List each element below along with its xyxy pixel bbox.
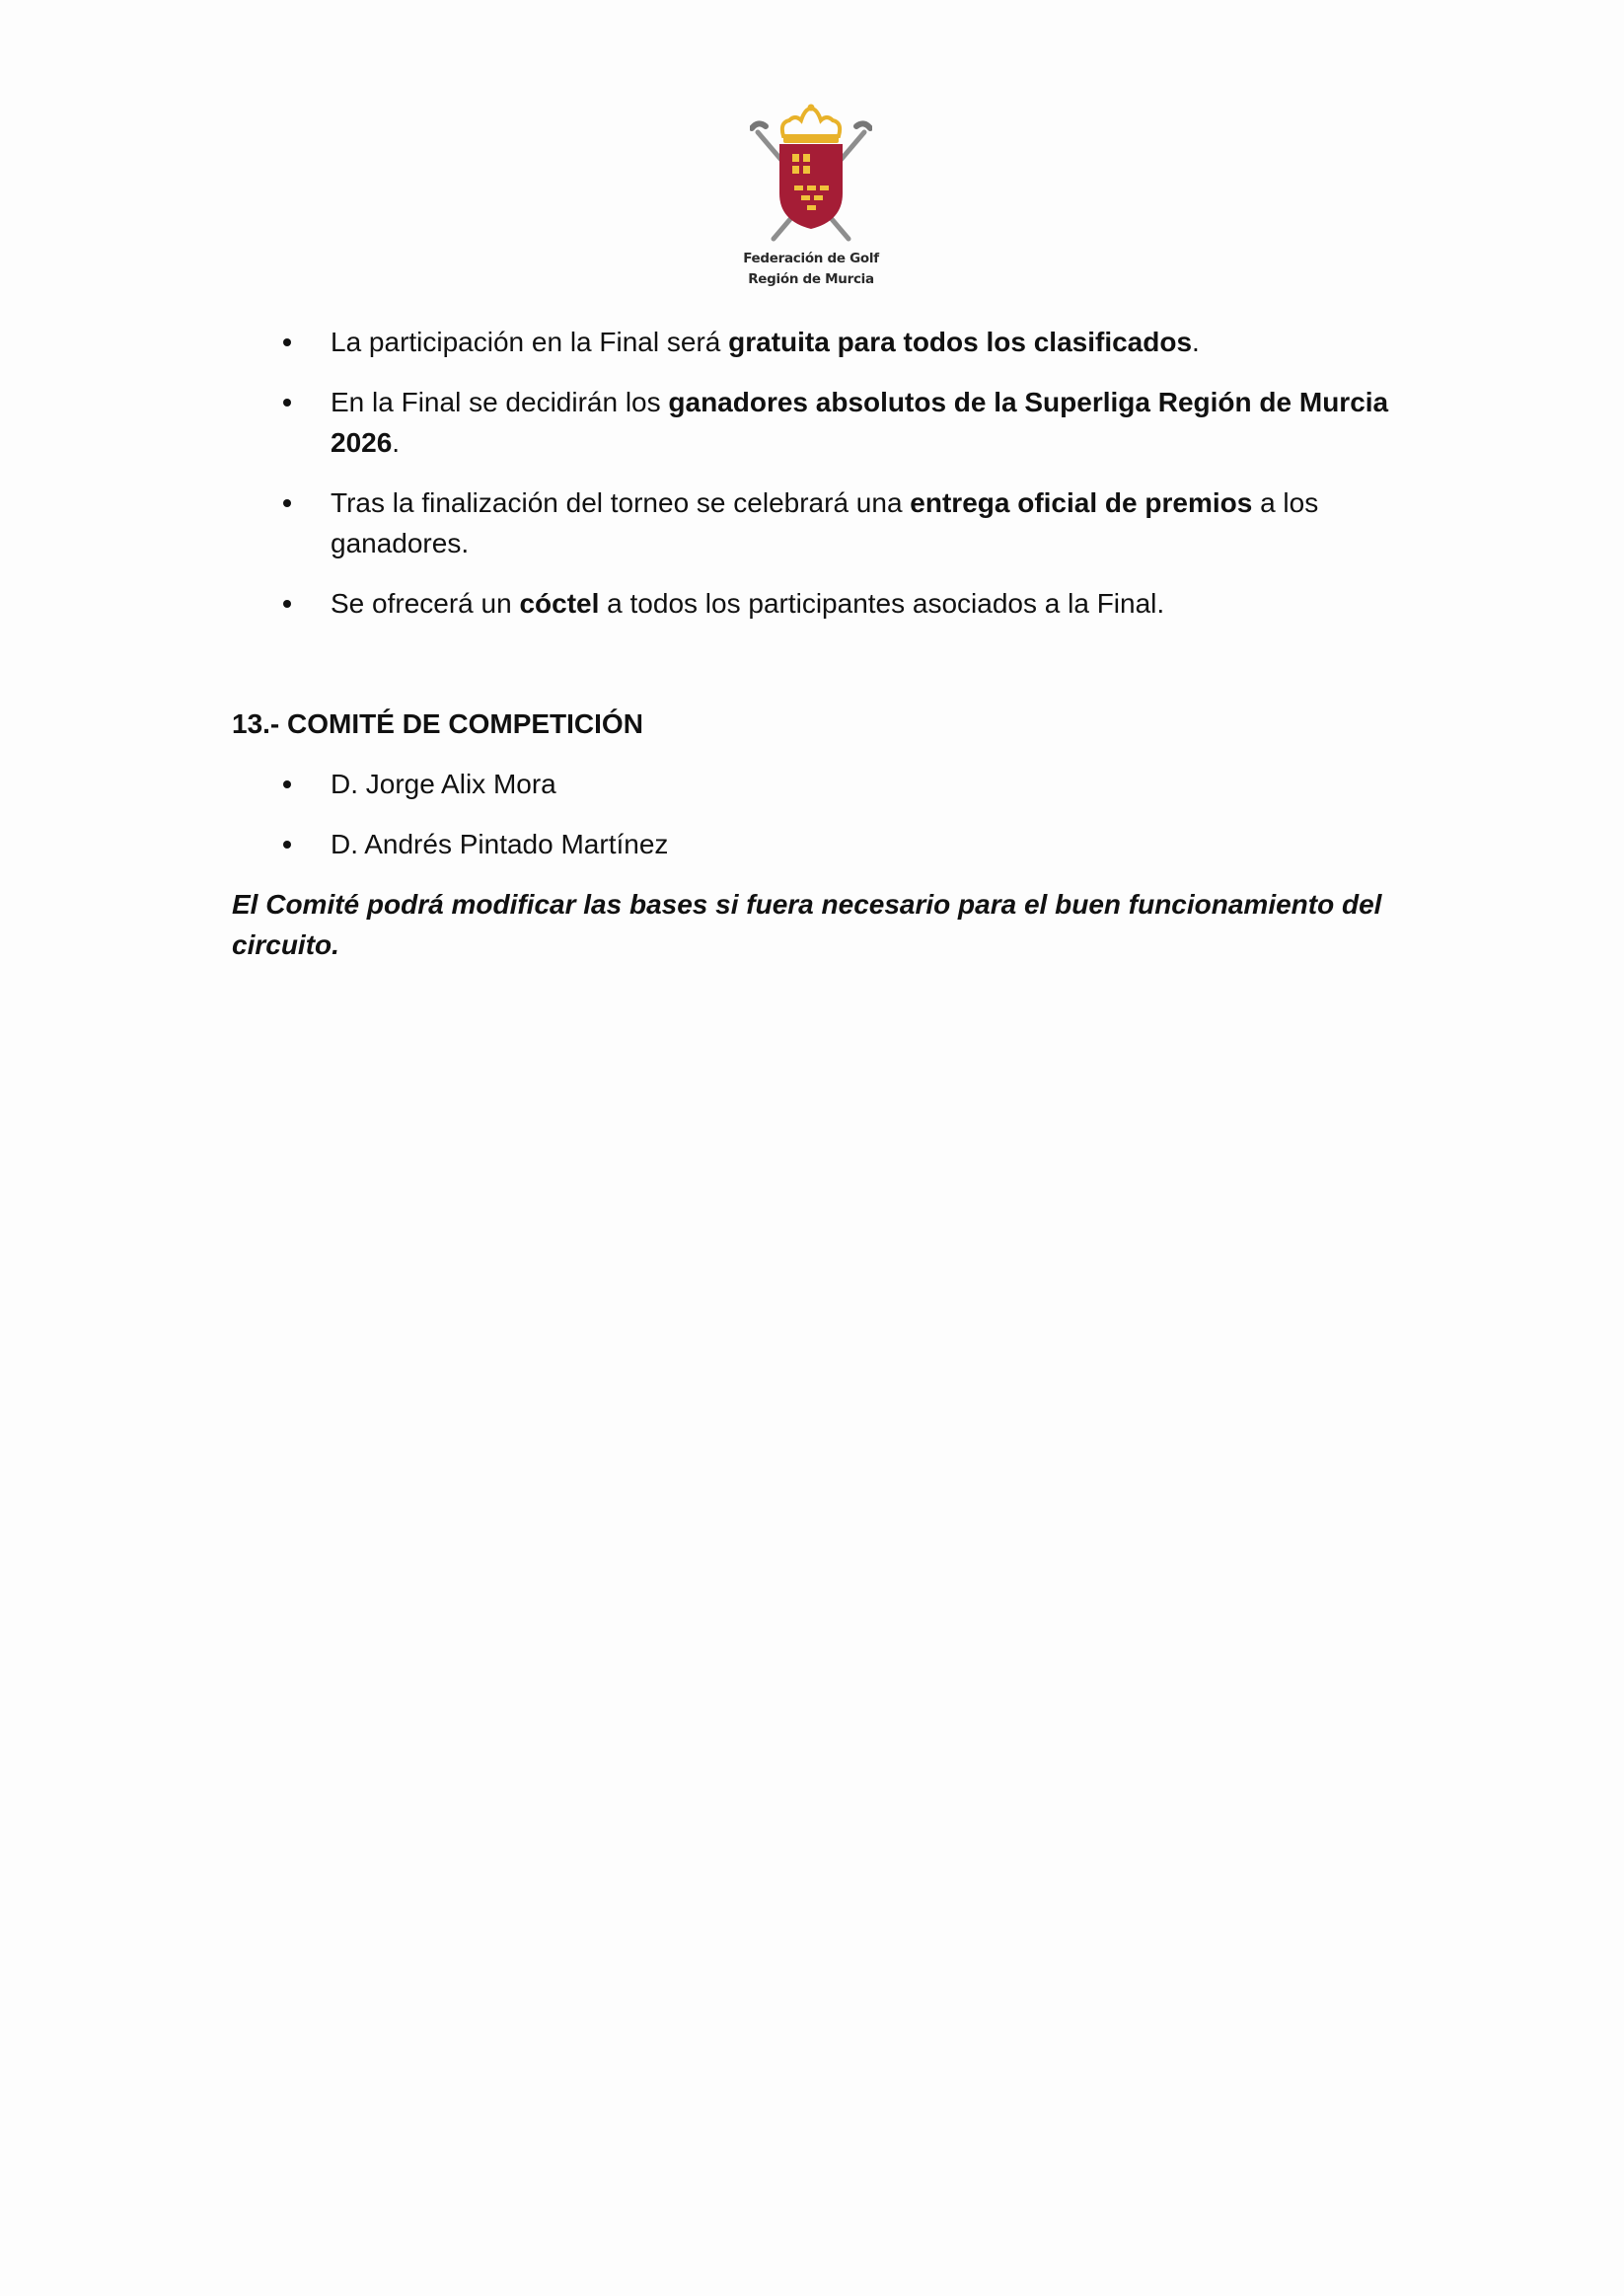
- committee-member: D. Jorge Alix Mora: [232, 764, 1396, 804]
- logo-line-2: Región de Murcia: [748, 271, 874, 287]
- list-item: En la Final se decidirán los ganadores absolutos de la Superliga Región de Murcia 2026.: [232, 382, 1396, 463]
- logo-caption: [742, 249, 880, 290]
- final-details-list: [232, 322, 1396, 624]
- golf-shield-emblem: [750, 103, 872, 246]
- federation-logo: [742, 103, 880, 290]
- list-item: Se ofrecerá un cóctel a todos los participantes asociados a la Final.: [232, 583, 1396, 624]
- document-body: [232, 322, 1396, 965]
- committee-member: D. Andrés Pintado Martínez: [232, 824, 1396, 864]
- committee-list: [232, 764, 1396, 864]
- section-heading: 13.- COMITÉ DE COMPETICIÓN: [232, 708, 643, 739]
- list-item: La participación en la Final será gratuita para todos los clasificados.: [232, 322, 1396, 362]
- logo-line-1: Federación de Golf: [743, 251, 879, 266]
- committee-note: El Comité podrá modificar las bases si fuera necesario para el buen funcionamiento del circuito.: [232, 889, 1382, 960]
- list-item: Tras la finalización del torneo se celebrará una entrega oficial de premios a los ganadores.: [232, 482, 1396, 563]
